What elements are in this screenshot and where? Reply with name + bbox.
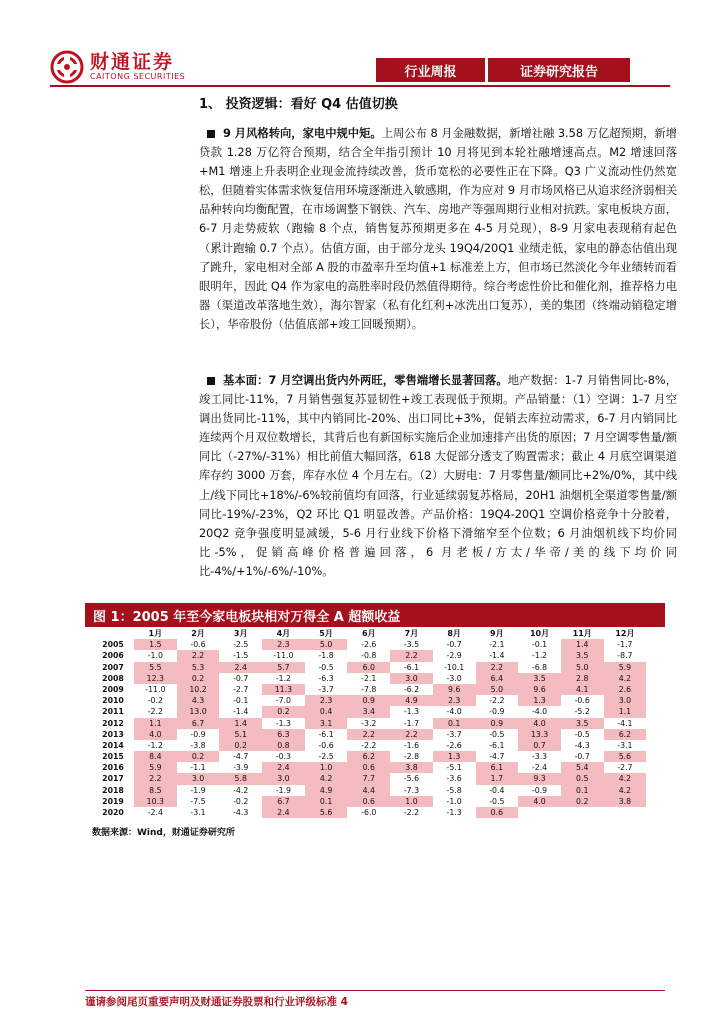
value-cell: 2.4 bbox=[219, 662, 262, 673]
value-cell: -3.8 bbox=[190, 740, 206, 750]
value-cell: -6.3 bbox=[318, 673, 334, 683]
value-cell: -2.5 bbox=[233, 640, 249, 650]
value-cell: 4.2 bbox=[604, 673, 647, 684]
table-row bbox=[92, 751, 647, 762]
value-cell: -7.3 bbox=[403, 785, 420, 795]
value-cell: 3.5 bbox=[561, 718, 604, 729]
value-cell: 2.2 bbox=[134, 773, 177, 784]
value-cell: 2.2 bbox=[390, 650, 433, 661]
value-cell: -0.6 bbox=[190, 640, 206, 650]
value-cell: 0.2 bbox=[262, 706, 305, 717]
company-logo bbox=[50, 50, 185, 84]
value-cell: 5.8 bbox=[219, 773, 262, 784]
value-cell: 3.0 bbox=[604, 695, 647, 706]
figure-source: 数据来源：Wind，财通证券研究所 bbox=[92, 828, 235, 838]
table-row bbox=[92, 650, 647, 661]
value-cell: 4.2 bbox=[604, 773, 647, 784]
value-cell: 11.3 bbox=[262, 684, 305, 695]
value-cell: 5.7 bbox=[262, 662, 305, 673]
value-cell: -2.1 bbox=[489, 640, 505, 650]
month-header: 4月 bbox=[276, 629, 291, 638]
value-cell: -1.0 bbox=[446, 796, 462, 806]
value-cell: -4.3 bbox=[233, 808, 249, 817]
value-cell: -1.3 bbox=[275, 718, 292, 728]
value-cell: 4.2 bbox=[604, 785, 647, 796]
table-row bbox=[92, 639, 647, 650]
table-row bbox=[92, 706, 647, 717]
paragraph-heading: 9 月风格转向，家电中规中矩。 bbox=[223, 127, 382, 140]
value-cell: 4.4 bbox=[347, 785, 390, 796]
value-cell: 0.6 bbox=[476, 807, 519, 818]
value-cell: -3.7 bbox=[318, 684, 334, 694]
value-cell: 0.1 bbox=[305, 796, 348, 807]
year-label: 2008 bbox=[102, 673, 124, 683]
value-cell: 5.6 bbox=[305, 807, 348, 818]
year-label: 2020 bbox=[102, 808, 124, 817]
month-header: 3月 bbox=[233, 629, 248, 638]
value-cell: -1.0 bbox=[147, 651, 163, 661]
value-cell: 1.3 bbox=[433, 751, 476, 762]
value-cell: -0.2 bbox=[147, 696, 163, 706]
year-label: 2012 bbox=[102, 718, 124, 728]
page-footer: 谨请参阅尾页重要声明及财通证券股票和行业评级标准 4 bbox=[85, 996, 348, 1008]
value-cell: 2.3 bbox=[433, 695, 476, 706]
value-cell: -4.2 bbox=[233, 785, 249, 795]
value-cell: 4.0 bbox=[518, 796, 561, 807]
year-label: 2018 bbox=[102, 785, 124, 795]
value-cell: 1.3 bbox=[518, 695, 561, 706]
value-cell: 3.0 bbox=[177, 773, 220, 784]
value-cell: 4.0 bbox=[134, 729, 177, 740]
value-cell: -6.1 bbox=[318, 729, 334, 739]
value-cell: 2.3 bbox=[262, 639, 305, 650]
value-cell: -5.1 bbox=[446, 763, 462, 773]
value-cell: 0.9 bbox=[347, 695, 390, 706]
value-cell: -0.5 bbox=[489, 796, 505, 806]
bullet-icon bbox=[207, 377, 215, 385]
excess-return-heatmap bbox=[92, 628, 647, 818]
value-cell: 3.8 bbox=[604, 796, 647, 807]
year-label: 2010 bbox=[102, 696, 124, 706]
table-row bbox=[92, 796, 647, 807]
value-cell: 1.0 bbox=[390, 796, 433, 807]
table-row bbox=[92, 662, 647, 673]
value-cell: 0.7 bbox=[518, 740, 561, 751]
value-cell: -1.8 bbox=[318, 651, 334, 661]
value-cell: 0.8 bbox=[262, 740, 305, 751]
value-cell: 4.3 bbox=[177, 695, 220, 706]
table-row bbox=[92, 773, 647, 784]
value-cell: -0.5 bbox=[318, 662, 334, 672]
value-cell: -1.5 bbox=[233, 651, 249, 661]
paragraph-heading: 基本面：7 月空调出货内外两旺，零售端增长显著回落。 bbox=[223, 374, 508, 387]
value-cell: -3.5 bbox=[403, 640, 420, 650]
value-cell: 2.8 bbox=[561, 673, 604, 684]
month-header: 8月 bbox=[447, 629, 461, 638]
value-cell: -4.1 bbox=[617, 718, 633, 728]
value-cell: 8.5 bbox=[134, 785, 177, 796]
value-cell: -2.5 bbox=[318, 752, 334, 762]
year-label: 2006 bbox=[102, 651, 124, 661]
value-cell: -1.7 bbox=[403, 718, 420, 728]
value-cell: 13.0 bbox=[177, 706, 220, 717]
paragraph-fundamentals bbox=[199, 371, 677, 581]
month-header: 12月 bbox=[615, 629, 635, 638]
value-cell: -6.2 bbox=[403, 684, 420, 694]
value-cell: -5.2 bbox=[574, 707, 590, 717]
month-header: 11月 bbox=[572, 629, 592, 638]
month-header: 9月 bbox=[490, 629, 504, 638]
value-cell: 1.4 bbox=[219, 718, 262, 729]
value-cell: -3.2 bbox=[361, 718, 377, 728]
caitong-logo-icon bbox=[50, 50, 84, 84]
value-cell: 3.5 bbox=[518, 673, 561, 684]
value-cell: -0.7 bbox=[233, 673, 249, 683]
value-cell: 5.9 bbox=[604, 662, 647, 673]
value-cell: -1.4 bbox=[233, 707, 249, 717]
month-header: 10月 bbox=[529, 629, 550, 638]
value-cell: -4.3 bbox=[574, 740, 590, 750]
value-cell: -7.5 bbox=[190, 796, 206, 806]
value-cell: -0.1 bbox=[233, 696, 249, 706]
month-header: 5月 bbox=[319, 629, 333, 638]
value-cell: -4.0 bbox=[446, 707, 462, 717]
value-cell: 2.4 bbox=[262, 762, 305, 773]
figure-title: 图 1：2005 年至今家电板块相对万得全 A 超额收益 bbox=[85, 603, 665, 627]
paragraph-body: 上周公布 8 月金融数据，新增社融 3.58 万亿超预期，新增贷款 1.28 万亿符合预期，结合全年指引预计 10 月将见到本轮社融增速高点。M2 增速回落+M1 增速上升表明企业现金流持续改善，货币宽松的必要性正在下降。Q3 广义流动性仍然宽松，但随着实体需求恢复信用环境逐渐进入敏感期，作为应对 9 月市场风格已从追求经济弱相关品种转向均衡配置，在市场调整下钢铁、汽车、房地产等强周期行业相对抗跌。家电板块方面，6-7 月走势疲软（跑输 8 个点，销售复苏预期更多在 4-5 月兑现），8-9 月家电表现稍有起色（累计跑输 0.7 个点）。估值方面，由于部分龙头 19Q4/20Q1 业绩走低，家电的静态估值出现了跳升，家电相对全部 A 股的市盈率升至均值+1 标准差上方，但市场已然淡化今年业绩转而看眼明年，因此 Q4 作为家电的高胜率时段仍然值得期待。综合考虑性价比和催化剂，推荐格力电器（渠道改革落地生效），海尔智家（私有化红利+冰洗出口复苏），美的集团（终端动销稳定增长），华帝股份（估值底部+竣工回暖预期）。 bbox=[199, 127, 678, 331]
value-cell: 9.3 bbox=[518, 773, 561, 784]
value-cell: 3.0 bbox=[262, 773, 305, 784]
value-cell: 0.1 bbox=[433, 718, 476, 729]
value-cell: -0.8 bbox=[361, 651, 377, 661]
value-cell: 6.2 bbox=[604, 729, 647, 740]
report-category-tag: 证券研究报告 bbox=[488, 58, 630, 82]
value-cell: -2.2 bbox=[361, 740, 377, 750]
value-cell: 2.3 bbox=[305, 695, 348, 706]
value-cell: -1.7 bbox=[617, 640, 633, 650]
value-cell bbox=[561, 807, 604, 818]
page-header bbox=[0, 0, 724, 88]
value-cell: -2.7 bbox=[233, 684, 249, 694]
value-cell: -1.9 bbox=[275, 785, 292, 795]
value-cell: -0.6 bbox=[318, 740, 334, 750]
value-cell: 3.5 bbox=[561, 650, 604, 661]
year-label: 2007 bbox=[102, 662, 124, 672]
value-cell: 2.2 bbox=[347, 729, 390, 740]
value-cell: 5.0 bbox=[476, 684, 519, 695]
value-cell: 6.7 bbox=[262, 796, 305, 807]
value-cell: -7.8 bbox=[361, 684, 377, 694]
value-cell: -4.0 bbox=[531, 707, 548, 717]
value-cell: 5.0 bbox=[561, 662, 604, 673]
logo-en: CAITONG SECURITIES bbox=[90, 72, 186, 81]
value-cell: 0.2 bbox=[177, 673, 220, 684]
paragraph-body: 地产数据：1-7 月销售同比-8%，竣工同比-11%，7 月销售强复苏显韧性+竣工表现低于预期。产品销量：（1）空调：1-7 月空调出货同比-11%，其中内销同比-20%、出口同比+3%，促销去库拉动需求，6-7 月内销同比连续两个月双位数增长，其背后也有新国标实施后企业加速排产出货的原因；7 月空调零售量/额同比（-27%/-31%）相比前值大幅回落，618 大促部分透支了购置需求；截止 4 月底空调渠道库存约 3000 万套，库存水位 4 个月左右。（2）大厨电：7 月零售量/额同比+2%/0%，其中线上/线下同比+18%/-6%较前值均有回落，行业延续弱复苏格局，20H1 油烟机全渠道零售量/额同比-19%/-23%，Q2 环比 Q1 明显改善。产品价格：19Q4-20Q1 空调价格竞争十分胶着，20Q2 竞争强度明显减缓，5-6 月行业线下价格下滑缩窄至个位数；6 月油烟机线下均价同比-5%，促销高峰价格普遍回落，6 月老板/方太/华帝/美的线下均价同比-4%/+1%/-6%/-10%。 bbox=[199, 374, 678, 578]
value-cell: 5.4 bbox=[561, 762, 604, 773]
month-header: 1月 bbox=[148, 629, 163, 638]
value-cell: 6.0 bbox=[347, 662, 390, 673]
value-cell: 1.0 bbox=[305, 762, 348, 773]
value-cell: -6.8 bbox=[531, 662, 548, 672]
table-row bbox=[92, 740, 647, 751]
value-cell: 2.2 bbox=[177, 650, 220, 661]
year-label: 2011 bbox=[102, 707, 124, 717]
value-cell: 6.3 bbox=[262, 729, 305, 740]
table-row bbox=[92, 684, 647, 695]
value-cell: 1.1 bbox=[604, 706, 647, 717]
year-label: 2015 bbox=[102, 752, 124, 762]
value-cell: -2.2 bbox=[489, 696, 505, 706]
value-cell: 5.0 bbox=[305, 639, 348, 650]
year-label: 2014 bbox=[102, 740, 124, 750]
value-cell: -1.2 bbox=[275, 673, 292, 683]
value-cell bbox=[518, 807, 561, 818]
value-cell: 5.1 bbox=[219, 729, 262, 740]
value-cell: -0.1 bbox=[531, 640, 548, 650]
corner-cell bbox=[92, 628, 134, 639]
value-cell: 0.1 bbox=[561, 785, 604, 796]
value-cell: -11.0 bbox=[273, 651, 294, 661]
value-cell: -3.0 bbox=[446, 673, 462, 683]
value-cell: -2.6 bbox=[446, 740, 462, 750]
bullet-icon bbox=[207, 130, 215, 138]
value-cell: 5.6 bbox=[604, 751, 647, 762]
value-cell: -2.7 bbox=[617, 763, 633, 773]
value-cell: -2.1 bbox=[361, 673, 377, 683]
value-cell: -0.9 bbox=[190, 729, 206, 739]
value-cell: -1.2 bbox=[531, 651, 548, 661]
value-cell: -2.6 bbox=[361, 640, 377, 650]
value-cell: -0.5 bbox=[574, 729, 590, 739]
header-divider bbox=[50, 85, 670, 87]
value-cell: -5.8 bbox=[446, 785, 462, 795]
value-cell: -5.6 bbox=[403, 774, 420, 784]
value-cell: -1.6 bbox=[403, 740, 420, 750]
value-cell: -4.7 bbox=[489, 752, 505, 762]
year-label: 2009 bbox=[102, 684, 124, 694]
value-cell: -3.3 bbox=[531, 752, 548, 762]
value-cell: -2.4 bbox=[531, 763, 548, 773]
table-row bbox=[92, 807, 647, 818]
year-label: 2017 bbox=[102, 774, 124, 784]
value-cell: -1.4 bbox=[489, 651, 505, 661]
year-label: 2019 bbox=[102, 796, 124, 806]
value-cell: 4.2 bbox=[305, 773, 348, 784]
value-cell: -1.3 bbox=[403, 707, 420, 717]
value-cell: 6.7 bbox=[177, 718, 220, 729]
value-cell: 4.9 bbox=[305, 785, 348, 796]
value-cell: -7.0 bbox=[275, 696, 292, 706]
value-cell: 6.4 bbox=[476, 673, 519, 684]
value-cell: -0.4 bbox=[489, 785, 505, 795]
value-cell: -6.1 bbox=[489, 740, 505, 750]
value-cell bbox=[604, 807, 647, 818]
value-cell: 3.8 bbox=[390, 762, 433, 773]
value-cell: 4.0 bbox=[518, 718, 561, 729]
value-cell: -2.8 bbox=[403, 752, 420, 762]
paragraph-style-rotation bbox=[199, 124, 677, 334]
value-cell: 3.1 bbox=[305, 718, 348, 729]
value-cell: -2.2 bbox=[403, 808, 420, 817]
value-cell: -0.7 bbox=[574, 752, 590, 762]
year-label: 2005 bbox=[102, 640, 124, 650]
value-cell: -2.4 bbox=[147, 808, 163, 817]
value-cell: 6.1 bbox=[476, 762, 519, 773]
value-cell: 4.9 bbox=[390, 695, 433, 706]
value-cell: 1.5 bbox=[134, 639, 177, 650]
year-label: 2016 bbox=[102, 763, 124, 773]
report-type-tag: 行业周报 bbox=[376, 58, 485, 82]
value-cell: -11.0 bbox=[145, 684, 166, 694]
value-cell: -6.1 bbox=[403, 662, 420, 672]
table-row bbox=[92, 762, 647, 773]
value-cell: 4.1 bbox=[561, 684, 604, 695]
value-cell: 2.2 bbox=[390, 729, 433, 740]
value-cell: 5.9 bbox=[134, 762, 177, 773]
value-cell: 1.4 bbox=[561, 639, 604, 650]
value-cell: 5.5 bbox=[134, 662, 177, 673]
table-row bbox=[92, 673, 647, 684]
value-cell: -2.9 bbox=[446, 651, 462, 661]
value-cell: -0.7 bbox=[446, 640, 462, 650]
value-cell: 13.3 bbox=[518, 729, 561, 740]
section-title: 1、 投资逻辑：看好 Q4 估值切换 bbox=[199, 97, 398, 112]
value-cell: 3.4 bbox=[347, 706, 390, 717]
month-header-row bbox=[92, 628, 647, 639]
value-cell: 0.5 bbox=[561, 773, 604, 784]
value-cell: -0.6 bbox=[574, 696, 590, 706]
value-cell: 5.3 bbox=[177, 662, 220, 673]
value-cell: 10.2 bbox=[177, 684, 220, 695]
value-cell: -3.9 bbox=[233, 763, 249, 773]
value-cell: 0.2 bbox=[219, 740, 262, 751]
value-cell: 6.2 bbox=[347, 751, 390, 762]
value-cell: -4.7 bbox=[233, 752, 249, 762]
value-cell: 2.4 bbox=[262, 807, 305, 818]
value-cell: 3.0 bbox=[390, 673, 433, 684]
table-row bbox=[92, 695, 647, 706]
value-cell: 9.6 bbox=[518, 684, 561, 695]
value-cell: 0.2 bbox=[561, 796, 604, 807]
value-cell: -8.7 bbox=[617, 651, 633, 661]
value-cell: 2.6 bbox=[604, 684, 647, 695]
value-cell: 0.6 bbox=[347, 796, 390, 807]
value-cell: 12.3 bbox=[134, 673, 177, 684]
month-header: 2月 bbox=[191, 629, 205, 638]
value-cell: -3.7 bbox=[446, 729, 462, 739]
value-cell: -3.1 bbox=[190, 808, 206, 817]
value-cell: 7.7 bbox=[347, 773, 390, 784]
table-row bbox=[92, 729, 647, 740]
value-cell: -1.2 bbox=[147, 740, 163, 750]
value-cell: 1.7 bbox=[476, 773, 519, 784]
value-cell: 8.4 bbox=[134, 751, 177, 762]
month-header: 7月 bbox=[404, 629, 419, 638]
table-row bbox=[92, 718, 647, 729]
value-cell: 1.1 bbox=[134, 718, 177, 729]
month-header: 6月 bbox=[361, 629, 376, 638]
year-label: 2013 bbox=[102, 729, 124, 739]
value-cell: -0.2 bbox=[233, 796, 249, 806]
value-cell: -3.1 bbox=[617, 740, 633, 750]
value-cell: 0.2 bbox=[177, 751, 220, 762]
value-cell: 0.6 bbox=[347, 762, 390, 773]
value-cell: 0.9 bbox=[476, 718, 519, 729]
value-cell: 10.3 bbox=[134, 796, 177, 807]
value-cell: -1.1 bbox=[190, 763, 206, 773]
value-cell: -10.1 bbox=[444, 662, 465, 672]
footer-divider bbox=[85, 990, 665, 991]
value-cell: -0.9 bbox=[489, 707, 505, 717]
logo-cn: 财通证券 bbox=[90, 51, 175, 73]
value-cell: -1.9 bbox=[190, 785, 206, 795]
value-cell: -0.5 bbox=[489, 729, 505, 739]
table-row bbox=[92, 785, 647, 796]
value-cell: -6.0 bbox=[361, 808, 377, 817]
value-cell: -3.6 bbox=[446, 774, 462, 784]
value-cell: -2.2 bbox=[147, 707, 163, 717]
value-cell: 0.4 bbox=[305, 706, 348, 717]
value-cell: -0.3 bbox=[275, 752, 292, 762]
value-cell: -0.9 bbox=[531, 785, 548, 795]
value-cell: 9.6 bbox=[433, 684, 476, 695]
value-cell: -1.3 bbox=[446, 808, 462, 817]
value-cell: 2.2 bbox=[476, 662, 519, 673]
